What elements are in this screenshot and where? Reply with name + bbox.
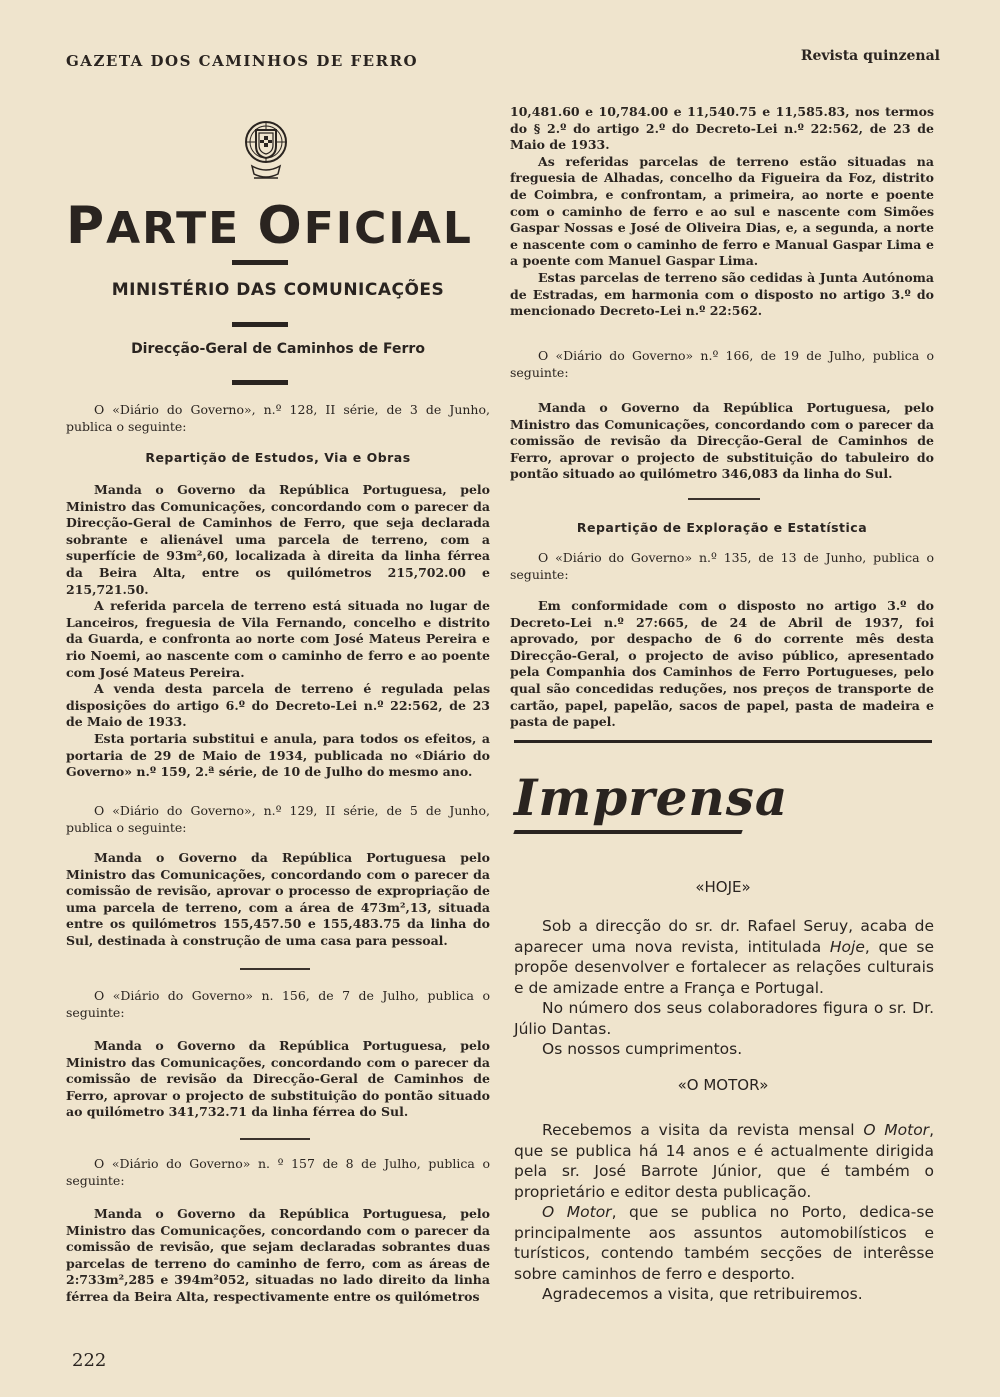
title-cap-1: P	[66, 196, 107, 256]
text-run: , que se propõe desenvolver e fortalecer as relações culturais e de amizade entre a França e Portugal.	[514, 937, 934, 997]
paragraph: Manda o Governo da República Portuguesa pelo Ministro das Comunicações, concordando com o parecer da comissão de revisão, aprovar o processo de expropriação de uma parcela de terreno, com a área de 473m²,13, situada entre os quilómetros 155,457.50 e 155,483.75 da linha do Sul, destinada à construção de uma casa para pessoal.	[66, 850, 490, 948]
text-run: , que se publica no Porto, dedica-se principalmente aos assuntos automobilísticos e turísticos, contendo também secções de interêsse sobre caminhos de ferro e desporto.	[514, 1203, 935, 1283]
press-heading-underline	[513, 830, 742, 834]
press-rule	[514, 740, 932, 743]
paragraph: A venda desta parcela de terreno é regulada pelas disposições do artigo 6.º do Decreto-Lei n.º 22:562, de 23 de Maio de 1933.	[66, 681, 490, 730]
paragraph: Agradecemos a visita, que retribuiremos.	[542, 1285, 863, 1303]
paragraph	[514, 1202, 934, 1284]
frequency-header: Revista quinzenal	[800, 48, 940, 64]
title-rest-2: FICIAL	[303, 203, 473, 254]
publication-header: GAZETA DOS CAMINHOS DE FERRO	[66, 52, 419, 70]
left-intro-3	[66, 988, 490, 1021]
divider	[240, 1138, 310, 1140]
paragraph: O «Diário do Governo», n.º 128, II série, de 3 de Junho, publica o seguinte:	[66, 402, 490, 434]
left-intro-1	[66, 402, 490, 435]
publication-name: O Motor	[542, 1203, 612, 1221]
text-run: Recebemos a visita da revista mensal	[542, 1121, 864, 1139]
paragraph: O «Diário do Governo» n. 156, de 7 de Julho, publica o seguinte:	[66, 988, 490, 1020]
paragraph: Esta portaria substitui e anula, para todos os efeitos, a portaria de 29 de Maio de 1934, publicada no «Diário do Governo» n.º 159, 2.ª série, de 10 de Julho do mesmo ano.	[66, 730, 490, 780]
divider	[240, 968, 310, 970]
press-item-motor	[514, 1120, 934, 1305]
paragraph: As referidas parcelas de terreno estão situadas na freguesia de Alhadas, concelho da Figueira da Foz, distrito de Coimbra, e confrontam, a primeira, ao norte e poente com o caminho de ferro e ao sul e nascente com Simões Gaspar Nossas e José de Oliveira Dias, e, a segunda, a norte e nascente com o caminho de ferro e Manual Gaspar Lima e a poente com Manuel Gaspar Lima.	[510, 153, 934, 269]
section-heading-exploracao: Repartição de Exploração e Estatística	[576, 520, 868, 535]
ministry-heading: MINISTÉRIO DAS COMUNICAÇÕES	[111, 280, 445, 300]
publication-name: O Motor	[863, 1121, 930, 1139]
press-item-hoje	[514, 916, 934, 1060]
paragraph: Em conformidade com o disposto no artigo 3.º do Decreto-Lei n.º 27:665, de 24 de Abril de 1937, foi aprovado, por despacho de 6 do corrente mês desta Direcção-Geral, o projecto de aviso público, apresentado pela Companhia dos Caminhos de Ferro Portugueses, pelo qual são concedidas reduções, nos preços de transporte de cartão, papel, papelão, sacos de papel, pasta de madeira e pasta de papel.	[510, 598, 934, 730]
direction-rule	[232, 380, 288, 385]
left-article-1	[66, 482, 490, 781]
page-number: 222	[72, 1350, 107, 1371]
section-title	[66, 196, 473, 256]
paragraph: Manda o Governo da República Portuguesa, pelo Ministro das Comunicações, concordando com o parecer da comissão de revisão da Direcção-Geral de Caminhos de Ferro, aprovar o projecto de substituição do tabuleiro do pontão situado ao quilómetro 346,083 da linha do Sul.	[510, 400, 934, 482]
title-cap-2: O	[257, 196, 304, 256]
ministry-rule	[232, 322, 288, 327]
paragraph: No número dos seus colaboradores figura o sr. Dr. Júlio Dantas.	[514, 999, 934, 1038]
paragraph	[514, 916, 934, 998]
paragraph: A referida parcela de terreno está situada no lugar de Lanceiros, freguesia de Vila Fernando, concelho e distrito da Guarda, e confronta ao norte com José Mateus Pereira e rio Noemi, ao nascente com o caminho de ferro e ao poente com José Mateus Pereira.	[66, 598, 490, 680]
divider	[688, 498, 760, 500]
title-rule	[232, 260, 288, 265]
left-intro-2	[66, 803, 490, 836]
left-article-3	[66, 1038, 490, 1121]
left-article-4	[66, 1206, 490, 1306]
paragraph: Manda o Governo da República Portuguesa, pelo Ministro das Comunicações, concordando com o parecer da comissão de revisão, que sejam declaradas sobrantes duas parcelas de terreno do caminho de ferro, com as áreas de 2:733m²,285 e 394m²052, situadas no lado direito da linha férrea da Beira Alta, respectivamente entre os quilómetros	[66, 1206, 490, 1304]
press-item-title-motor: «O MOTOR»	[677, 1076, 769, 1094]
paragraph: 10,481.60 e 10,784.00 e 11,540.75 e 11,585.83, nos termos do § 2.º do artigo 2.º do Decreto-Lei n.º 22:562, de 23 de Maio de 1933.	[510, 104, 934, 153]
paragraph: Manda o Governo da República Portuguesa, pelo Ministro das Comunicações, concordando com o parecer da comissão de revisão da Direcção-Geral de Caminhos de Ferro, aprovar o projecto de substituição do pontão situado ao quilómetro 341,732.71 da linha férrea do Sul.	[66, 1038, 490, 1120]
press-heading: Imprensa	[514, 768, 789, 827]
right-article-3	[510, 598, 934, 731]
paragraph: Estas parcelas de terreno são cedidas à Junta Autónoma de Estradas, em harmonia com o disposto no artigo 3.º do mencionado Decreto-Lei n.º 22:562.	[510, 269, 934, 319]
section-heading-estudos: Repartição de Estudos, Via e Obras	[145, 450, 411, 465]
publication-name: Hoje	[829, 937, 865, 956]
left-intro-4	[66, 1156, 490, 1189]
direction-heading: Direcção-Geral de Caminhos de Ferro	[131, 341, 425, 357]
coat-of-arms-icon	[238, 116, 294, 186]
right-intro-1	[510, 348, 934, 381]
left-article-2	[66, 850, 490, 950]
paragraph: O «Diário do Governo» n.º 166, de 19 de Julho, publica o seguinte:	[510, 348, 934, 380]
press-item-title-hoje: «HOJE»	[695, 878, 751, 896]
text-run: , que se publica há 14 anos e é actualmente dirigida pela sr. José Barrote Júnior, que é também o proprietário e editor desta publicação.	[514, 1121, 934, 1201]
paragraph: O «Diário do Governo» n. º 157 de 8 de Julho, publica o seguinte:	[66, 1156, 490, 1188]
title-rest-1: ARTE	[106, 203, 241, 254]
right-intro-2	[510, 550, 934, 583]
paragraph: O «Diário do Governo», n.º 129, II série, de 5 de Junho, publica o seguinte:	[66, 803, 490, 835]
text-run: Sob a direcção do sr. dr. Rafael Seruy, acaba de aparecer uma nova revista, intitulada	[514, 917, 934, 956]
paragraph: Manda o Governo da República Portuguesa, pelo Ministro das Comunicações, concordando com o parecer da Direcção-Geral de Caminhos de Ferro, que seja declarada sobrante e alienável uma parcela de terreno, com a superfície de 93m²,60, localizada à direita da linha férrea da Beira Alta, entre os quilómetros 215,702.00 e 215,721.50.	[66, 482, 490, 597]
paragraph: Os nossos cumprimentos.	[542, 1040, 743, 1058]
paragraph: O «Diário do Governo» n.º 135, de 13 de Junho, publica o seguinte:	[510, 550, 934, 582]
paragraph	[514, 1120, 934, 1202]
right-article-1	[510, 104, 934, 320]
right-article-2	[510, 400, 934, 483]
